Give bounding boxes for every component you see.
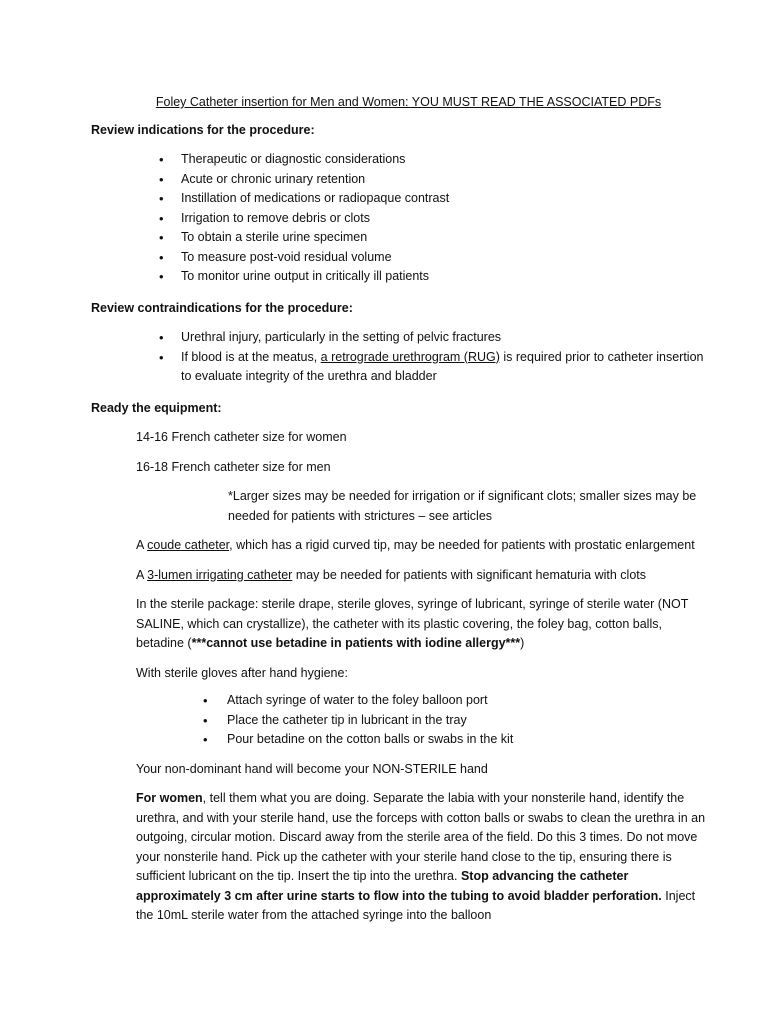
text-run: ): [520, 636, 525, 650]
list-item: • To monitor urine output in critically ill patients: [91, 267, 708, 287]
text-run: In the sterile package: sterile drape, sterile gloves, syringe of lubricant, syringe of sterile water (NOT SALINE, which can crystallize), the catheter with its plastic covering, the foley bag, cotton balls, betadine (: [136, 597, 689, 650]
equipment-heading: Ready the equipment:: [91, 400, 222, 415]
contraindications-list: [91, 328, 708, 387]
size-men: 16-18 French catheter size for men: [136, 459, 331, 474]
text-run: A: [136, 567, 148, 582]
stop-warning: Stop advancing the catheter approximately 3 cm after urine starts to flow into the tubing to avoid bladder perforation.: [136, 869, 662, 903]
betadine-warning: ***cannot use betadine in patients with iodine allergy***: [191, 636, 521, 650]
text-run: is required prior to catheter insertion to evaluate integrity of the urethra and bladder: [181, 349, 704, 383]
text-run: may be needed for patients with significant hematuria with clots: [292, 567, 646, 582]
size-women: 14-16 French catheter size for women: [136, 430, 347, 444]
list-item: • Pour betadine on the cotton balls or swabs in the kit: [91, 730, 708, 750]
text-run: , which has a rigid curved tip, may be needed for patients with prostatic enlargement: [229, 538, 695, 552]
lumen-paragraph: [91, 566, 708, 586]
coude-link[interactable]: coude catheter: [147, 538, 230, 552]
contraindications-heading: Review contraindications for the procedure:: [91, 300, 353, 315]
text-run: A: [136, 538, 148, 552]
list-item: • Place the catheter tip in lubricant in the tray: [91, 711, 708, 731]
list-item: [91, 348, 708, 387]
package-paragraph: [91, 595, 708, 654]
coude-paragraph: [91, 536, 708, 556]
list-item: • Attach syringe of water to the foley balloon port: [91, 691, 708, 711]
indications-list: [91, 150, 708, 287]
indications-heading: Review indications for the procedure:: [91, 122, 315, 137]
text-run: Inject the 10mL sterile water from the attached syringe into the balloon: [136, 888, 696, 922]
size-note: *Larger sizes may be needed for irrigation or if significant clots; smaller sizes may be needed for patients with strictures – see articles: [228, 489, 697, 523]
list-item: • Instillation of medications or radiopaque contrast: [91, 189, 708, 209]
lumen-link[interactable]: 3-lumen irrigating catheter: [147, 567, 293, 582]
list-item: • To obtain a sterile urine specimen: [91, 228, 708, 248]
text-run: , tell them what you are doing. Separate the labia with your nonsterile hand, identify the urethra, and with your sterile hand, use the forceps with cotton balls or swabs to clean the urethra in an outgoing, circular motion. Discard away from the sterile area of the field. Do this 3 times. Do not move your nonsterile hand. Pick up the catheter with your sterile hand close to the tip, ensuring there is sufficient lubricant on the tip. Insert the tip into the urethra.: [136, 791, 706, 883]
women-lead: For women: [136, 791, 203, 805]
nondominant-note: Your non-dominant hand will become your NON-STERILE hand: [136, 761, 488, 776]
gloves-intro: With sterile gloves after hand hygiene:: [136, 665, 348, 680]
document-title: Foley Catheter insertion for Men and Women: YOU MUST READ THE ASSOCIATED PDFs: [155, 95, 662, 109]
gloves-list: [91, 691, 708, 750]
list-item: • To measure post-void residual volume: [91, 248, 708, 268]
text-run: If blood is at the meatus,: [181, 349, 321, 364]
list-item: • Urethral injury, particularly in the setting of pelvic fractures: [91, 328, 708, 348]
women-paragraph: [91, 789, 708, 926]
list-item: • Irrigation to remove debris or clots: [91, 209, 708, 229]
list-item: • Acute or chronic urinary retention: [91, 170, 708, 190]
rug-link[interactable]: a retrograde urethrogram (RUG): [320, 349, 500, 364]
list-item: • Therapeutic or diagnostic considerations: [91, 150, 708, 170]
